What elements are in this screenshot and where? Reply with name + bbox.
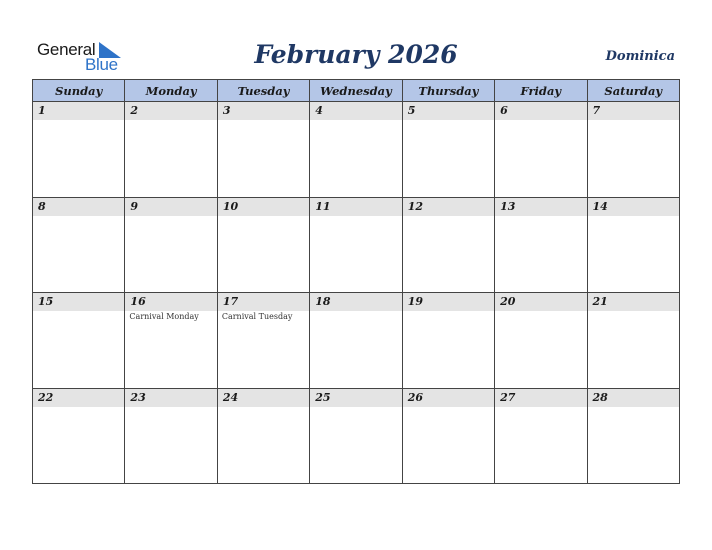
- day-number: 23: [125, 389, 216, 407]
- logo-text-general: General: [37, 40, 96, 59]
- day-cell[interactable]: [310, 388, 402, 484]
- country-label: Dominica: [605, 49, 675, 64]
- holiday-event: Carnival Monday: [129, 312, 199, 321]
- week-row: [33, 388, 680, 484]
- day-cell[interactable]: [125, 388, 217, 484]
- day-cell[interactable]: [587, 388, 679, 484]
- day-number: 10: [218, 198, 309, 216]
- week-row: [33, 293, 680, 389]
- day-cell[interactable]: [217, 197, 309, 293]
- day-number: 6: [495, 102, 586, 120]
- day-cell[interactable]: [217, 102, 309, 198]
- day-number: 18: [310, 293, 401, 311]
- day-number: 12: [403, 198, 494, 216]
- day-number: 26: [403, 389, 494, 407]
- day-cell[interactable]: [217, 388, 309, 484]
- day-cell[interactable]: [587, 197, 679, 293]
- holiday-event: Carnival Tuesday: [221, 312, 293, 321]
- weekday-monday: Monday: [125, 80, 217, 102]
- day-number: 19: [403, 293, 494, 311]
- day-number: 11: [310, 198, 401, 216]
- day-number: 27: [495, 389, 586, 407]
- day-cell[interactable]: [217, 293, 309, 389]
- day-cell[interactable]: [125, 293, 217, 389]
- day-number: 9: [125, 198, 216, 216]
- day-cell[interactable]: [33, 197, 125, 293]
- weekday-saturday: Saturday: [587, 80, 679, 102]
- day-cell[interactable]: [495, 102, 587, 198]
- day-cell[interactable]: [402, 102, 494, 198]
- day-number: 1: [33, 102, 124, 120]
- weekday-wednesday: Wednesday: [310, 80, 402, 102]
- day-number: 15: [33, 293, 124, 311]
- day-cell[interactable]: [310, 197, 402, 293]
- day-cell[interactable]: [125, 197, 217, 293]
- weekday-sunday: Sunday: [33, 80, 125, 102]
- calendar-title: February 2026: [254, 40, 458, 69]
- day-number: 8: [33, 198, 124, 216]
- day-number: 3: [218, 102, 309, 120]
- day-number: 25: [310, 389, 401, 407]
- day-number: 28: [588, 389, 679, 407]
- calendar-grid: [32, 79, 680, 484]
- logo-text-blue: Blue: [85, 55, 118, 74]
- day-number: 5: [403, 102, 494, 120]
- day-cell[interactable]: [310, 293, 402, 389]
- day-number: 7: [588, 102, 679, 120]
- weekday-friday: Friday: [495, 80, 587, 102]
- day-cell[interactable]: [587, 293, 679, 389]
- day-number: 4: [310, 102, 401, 120]
- weekday-thursday: Thursday: [402, 80, 494, 102]
- day-cell[interactable]: [402, 197, 494, 293]
- day-cell[interactable]: [402, 388, 494, 484]
- week-row: [33, 197, 680, 293]
- day-number: 22: [33, 389, 124, 407]
- day-number: 14: [588, 198, 679, 216]
- day-cell[interactable]: [310, 102, 402, 198]
- day-cell[interactable]: [33, 102, 125, 198]
- day-number: 13: [495, 198, 586, 216]
- day-cell[interactable]: [495, 293, 587, 389]
- day-cell[interactable]: [33, 293, 125, 389]
- day-cell[interactable]: [402, 293, 494, 389]
- day-number: 20: [495, 293, 586, 311]
- day-number: 21: [588, 293, 679, 311]
- day-number: 2: [125, 102, 216, 120]
- weekday-tuesday: Tuesday: [217, 80, 309, 102]
- week-row: [33, 102, 680, 198]
- day-number: 16: [125, 293, 216, 311]
- day-cell[interactable]: [495, 388, 587, 484]
- day-cell[interactable]: [495, 197, 587, 293]
- day-cell[interactable]: [587, 102, 679, 198]
- day-number: 24: [218, 389, 309, 407]
- day-number: 17: [218, 293, 309, 311]
- weekday-header-row: [33, 80, 680, 102]
- day-cell[interactable]: [33, 388, 125, 484]
- day-cell[interactable]: [125, 102, 217, 198]
